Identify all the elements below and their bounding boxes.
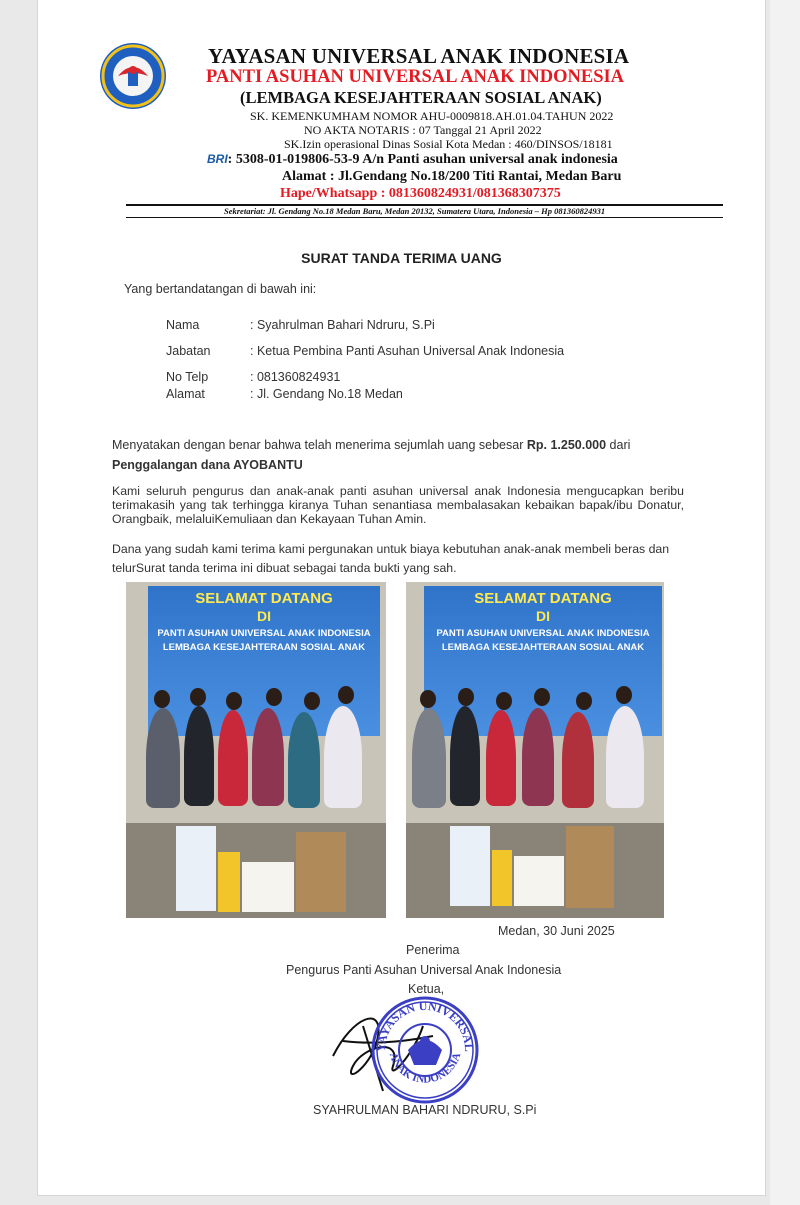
thanks-paragraph: Kami seluruh pengurus dan anak-anak panti asuhan universal anak Indonesia mengucapkan beribu terimakasih yang tak terhingga kiranya Tuhan senantiasa membalasakan kebaikan bapak/ibu Donatur, Orangbaik, melaluiKemuliaan dan Kekayaan Tuhan Amin. — [112, 484, 684, 526]
child-figure — [458, 688, 474, 706]
stamp-top-text: YAYASAN UNIVERSAL — [373, 998, 477, 1053]
letterhead-sk-number: SK. KEMENKUMHAM NOMOR AHU-0009818.AH.01.04.TAHUN 2022 — [250, 109, 614, 123]
child-figure — [226, 692, 242, 710]
foundation-logo — [98, 40, 168, 112]
foundation-stamp-icon — [370, 995, 480, 1105]
rice-sacks — [514, 856, 564, 906]
child-figure — [496, 692, 512, 710]
banner-di: DI — [536, 608, 550, 624]
child-figure — [420, 690, 436, 708]
child-figure — [154, 690, 170, 708]
field-value-address: : Jl. Gendang No.18 Medan — [250, 387, 403, 401]
child-figure — [190, 688, 206, 706]
banner-di: DI — [257, 608, 271, 624]
viewer-edge — [770, 0, 800, 1205]
child-figure — [522, 708, 554, 806]
letterhead-divider-bottom — [126, 217, 723, 218]
banner-institution: LEMBAGA KESEJAHTERAAN SOSIAL ANAK — [441, 642, 645, 653]
letterhead-org-name: YAYASAN UNIVERSAL ANAK INDONESIA — [208, 44, 630, 68]
usage-line-1: Dana yang sudah kami terima kami pergunakan untuk biaya kebutuhan anak-anak membeli beras dan — [112, 542, 670, 556]
bri-logo-icon: BRI — [207, 152, 228, 166]
letterhead-bank-line — [207, 152, 618, 168]
field-label-phone: No Telp — [166, 370, 209, 384]
letter-page — [37, 0, 766, 1196]
child-figure — [266, 688, 282, 706]
child-figure — [534, 688, 550, 706]
bank-account: : 5308-01-019806-53-9 A/n Panti asuhan universal anak indonesia — [227, 152, 618, 167]
letterhead-orphanage-name: PANTI ASUHAN UNIVERSAL ANAK INDONESIA — [206, 67, 625, 87]
statement-text: Menyatakan dengan benar bahwa telah menerima sejumlah uang sebesar — [112, 438, 527, 452]
rice-sacks — [176, 826, 216, 911]
child-figure — [218, 710, 248, 806]
statement-suffix: dari — [606, 438, 631, 452]
child-figure — [304, 692, 320, 710]
noodle-packs — [492, 850, 512, 906]
child-figure — [606, 706, 644, 808]
banner-welcome: SELAMAT DATANG — [195, 590, 333, 607]
field-label-address: Alamat — [166, 387, 205, 401]
banner-orphanage: PANTI ASUHAN UNIVERSAL ANAK INDONESIA — [436, 628, 650, 639]
child-figure — [324, 706, 362, 808]
place-date: Medan, 30 Juni 2025 — [498, 924, 615, 938]
recipient-org: Pengurus Panti Asuhan Universal Anak Indonesia — [286, 963, 562, 977]
donation-photo-2 — [406, 582, 664, 918]
child-figure — [412, 708, 446, 808]
banner-orphanage: PANTI ASUHAN UNIVERSAL ANAK INDONESIA — [157, 628, 371, 639]
child-figure — [184, 706, 214, 806]
letterhead-permit: SK.Izin operasional Dinas Sosial Kota Medan : 460/DINSOS/18181 — [284, 137, 613, 151]
field-label-name: Nama — [166, 318, 200, 332]
letterhead-institution: (LEMBAGA KESEJAHTERAAN SOSIAL ANAK) — [240, 88, 602, 107]
statement-line — [112, 438, 630, 452]
letter-title: SURAT TANDA TERIMA UANG — [301, 250, 502, 266]
child-figure — [338, 686, 354, 704]
supermi-boxes — [566, 826, 614, 908]
recipient-label: Penerima — [406, 943, 460, 957]
usage-line-2: telurSurat tanda terima ini dibuat sebagai tanda bukti yang sah. — [112, 561, 457, 575]
supermi-boxes — [296, 832, 346, 912]
banner-institution: LEMBAGA KESEJAHTERAAN SOSIAL ANAK — [162, 642, 366, 653]
noodle-packs — [218, 852, 240, 912]
rice-sacks — [450, 826, 490, 906]
amount-received: Rp. 1.250.000 — [526, 438, 607, 452]
role-label: Ketua, — [408, 982, 445, 996]
stamp-bottom-text: ANAK INDONESIA — [386, 1051, 464, 1086]
letterhead-phone: Hape/Whatsapp : 081360824931/081368307375 — [280, 186, 561, 201]
field-label-position: Jabatan — [166, 344, 211, 358]
child-figure — [616, 686, 632, 704]
field-value-name: : Syahrulman Bahari Ndruru, S.Pi — [250, 318, 435, 332]
letterhead-notary: NO AKTA NOTARIS : 07 Tanggal 21 April 2022 — [304, 123, 542, 137]
donation-photo-1 — [126, 582, 386, 918]
child-figure — [450, 706, 480, 806]
child-figure — [576, 692, 592, 710]
letterhead-address: Alamat : Jl.Gendang No.18/200 Titi Rantai, Medan Baru — [282, 169, 622, 184]
child-figure — [288, 712, 320, 808]
fund-source: Penggalangan dana AYOBANTU — [112, 458, 303, 472]
letterhead-secretariat: Sekretariat: Jl. Gendang No.18 Medan Baru, Medan 20132, Sumatera Utara, Indonesia – Hp 081360824931 — [224, 206, 606, 216]
rice-sacks — [242, 862, 294, 912]
child-figure — [562, 712, 594, 808]
child-figure — [146, 708, 180, 808]
child-figure — [252, 708, 284, 806]
signer-name: SYAHRULMAN BAHARI NDRURU, S.Pi — [313, 1103, 537, 1117]
field-value-phone: : 081360824931 — [250, 370, 341, 384]
field-value-position: : Ketua Pembina Panti Asuhan Universal Anak Indonesia — [250, 344, 565, 358]
banner-welcome: SELAMAT DATANG — [474, 590, 612, 607]
letter-intro: Yang bertandatangan di bawah ini: — [124, 282, 317, 296]
child-figure — [486, 710, 516, 806]
